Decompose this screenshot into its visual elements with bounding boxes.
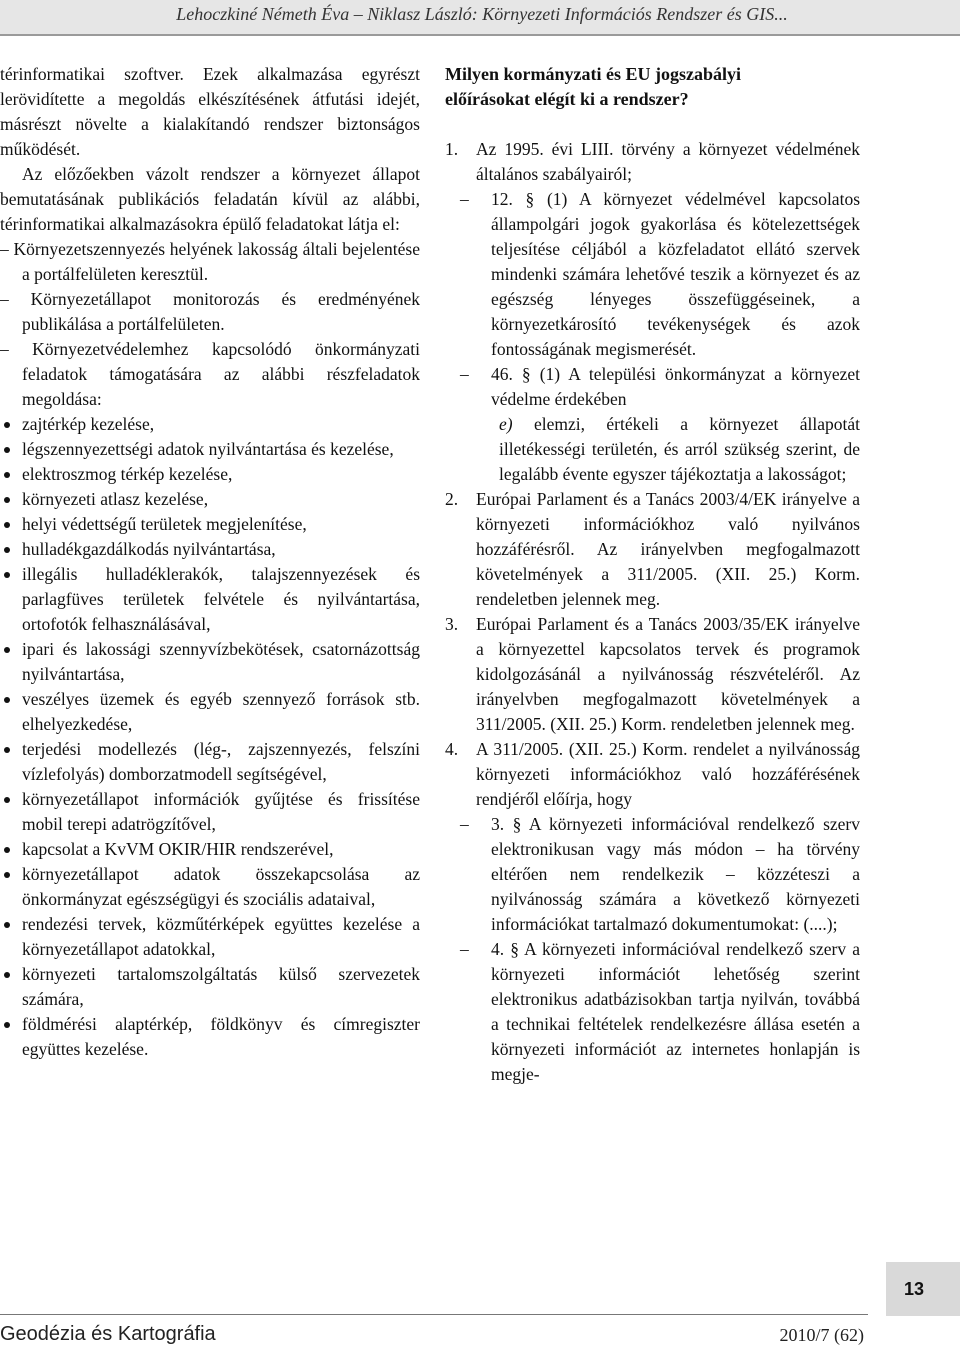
regulation-subitem (445, 187, 860, 362)
right-column (445, 62, 860, 1087)
subtask-list (0, 412, 420, 1062)
dash-mark: – (460, 364, 469, 384)
regulation-letter-item (445, 412, 860, 487)
list-item: kapcsolat a KvVM OKIR/HIR rendszerével, (0, 837, 420, 862)
regulation-subitem (445, 812, 860, 937)
item-number: 2. (445, 489, 459, 509)
running-header-title: Lehoczkiné Németh Éva – Niklasz László: Környezeti Információs Rendszer és GIS... (176, 4, 788, 24)
letter-mark: e) (499, 414, 513, 434)
tasks-paragraph: Az előzőekben vázolt rendszer a környezet állapot bemutatásának publikációs feladatán kívül az alábbi, térinformatikai alkalmazásokra épülő feladatokat látja el: (0, 164, 420, 234)
regulation-item-3 (445, 612, 860, 737)
item-text: A 311/2005. (XII. 25.) Korm. rendelet a nyilvánosság környezeti információkhoz való hozzáférésének rendjéről előírja, hogy (476, 739, 860, 809)
regulation-subitem (445, 937, 860, 1087)
list-item: környezeti tartalomszolgáltatás külső szervezetek számára, (0, 962, 420, 1012)
task-dash-item: – Környezetszennyezés helyének lakosság általi bejelentése a portálfelületen keresztül. (0, 239, 420, 284)
task-dash-item: – Környezetvédelemhez kapcsolódó önkormányzati feladatok támogatására az alábbi részfeladatok megoldása: (0, 339, 420, 409)
list-item: zajtérkép kezelése, (0, 412, 420, 437)
section-heading-line: Milyen kormányzati és EU jogszabályi (445, 64, 741, 84)
list-item: földmérési alaptérkép, földkönyv és címregiszter együttes kezelése. (0, 1012, 420, 1062)
list-item: rendezési tervek, közműtérképek együttes kezelése a környezetállapot adatokkal, (0, 912, 420, 962)
list-item: terjedési modellezés (lég-, zajszennyezés, felszíni vízlefolyás) domborzatmodell segítségével, (0, 737, 420, 787)
dash-mark: – (460, 814, 469, 834)
intro-paragraph: térinformatikai szoftver. Ezek alkalmazása egyrészt lerövidítette a megoldás elkészítésének átfutási idejét, másrészt növelte a kialakítandó rendszer biztonságos működését. (0, 64, 420, 159)
list-item: környezetállapot információk gyűjtése és frissítése mobil terepi adatrögzítővel, (0, 787, 420, 837)
subitem-text: 4. § A környezeti információval rendelkező szerv a környezeti információt lehetőség szerint elektronikus adatbázisokban tartja nyilván, továbbá a technikai feltételek rendelkezésre állása esetén a környezeti információt az internetes honlapján is megje- (491, 939, 860, 1084)
footer-issue: 2010/7 (62) (779, 1325, 864, 1345)
subitem-text: 46. § (1) A települési önkormányzat a környezet védelme érdekében (491, 364, 860, 409)
item-text: Európai Parlament és a Tanács 2003/4/EK irányelve a környezeti információkhoz való nyilvános hozzáférésről. Az irányelvben megfogalmazott követelmények a 311/2005. (XII. 25.) Korm. rendeletben jelennek meg. (476, 489, 860, 609)
section-heading-line: előírásokat elégít ki a rendszer? (445, 89, 689, 109)
footer-journal-name: Geodézia és Kartográfia (0, 1323, 216, 1345)
regulation-subitem (445, 362, 860, 412)
list-item: helyi védettségű területek megjelenítése, (0, 512, 420, 537)
list-item: hulladékgazdálkodás nyilvántartása, (0, 537, 420, 562)
list-item: illegális hulladéklerakók, talajszennyezések és parlagfüves területek felvétele és nyilvántartása, ortofotók felhasználásával, (0, 562, 420, 637)
item-text: Európai Parlament és a Tanács 2003/35/EK irányelve a környezettel kapcsolatos tervek és programok kidolgozásánál a nyilvánosság részvételéről. Az irányelvben megfogalmazott követelmények a 311/2005. (XII. 25.) Korm. rendeletben jelennek meg. (476, 614, 860, 734)
regulation-item-4 (445, 737, 860, 812)
item-text: Az 1995. évi LIII. törvény a környezet védelmének általános szabályairól; (476, 139, 860, 184)
subitem-text: 12. § (1) A környezet védelmével kapcsolatos állampolgári jogok gyakorlása és kötelezettségek teljesítése céljából a közfeladatot ellátó szervek mindenki számára lehetővé teszik a környezet és az egészség lényeges összefüggéseinek, a környezetkárosító tevékenységek és azok fontosságának megismerését. (491, 189, 860, 359)
dash-mark: – (460, 189, 469, 209)
letter-item-text: elemzi, értékeli a környezet állapotát illetékességi területén, és arról szükség szerint, de legalább évente egyszer tájékoztatja a lakosságot; (499, 414, 861, 484)
regulation-item-2 (445, 487, 860, 612)
item-number: 3. (445, 614, 459, 634)
footer-rule (0, 1314, 868, 1315)
list-item: környezeti atlasz kezelése, (0, 487, 420, 512)
running-header (0, 0, 960, 36)
item-number: 4. (445, 739, 459, 759)
item-number: 1. (445, 139, 459, 159)
section-heading (445, 62, 860, 112)
list-item: veszélyes üzemek és egyéb szennyező források stb. elhelyezkedése, (0, 687, 420, 737)
list-item: környezetállapot adatok összekapcsolása az önkormányzat egészségügyi és szociális adataival, (0, 862, 420, 912)
regulation-item-1 (445, 137, 860, 187)
left-column (0, 62, 420, 1062)
subitem-text: 3. § A környezeti információval rendelkező szerv elektronikusan vagy más módon – ha törvény eltérően nem rendelkezik – közzéteszi a nyilvánosság számára a következő környezeti információkat tartalmazó dokumentumokat: (....); (491, 814, 860, 934)
page-number: 13 (903, 1279, 925, 1299)
dash-mark: – (460, 939, 469, 959)
list-item: ipari és lakossági szennyvízbekötések, csatornázottság nyilvántartása, (0, 637, 420, 687)
task-dash-item: – Környezetállapot monitorozás és eredményének publikálása a portálfelületen. (0, 289, 420, 334)
list-item: elektroszmog térkép kezelése, (0, 462, 420, 487)
list-item: légszennyezettségi adatok nyilvántartása és kezelése, (0, 437, 420, 462)
